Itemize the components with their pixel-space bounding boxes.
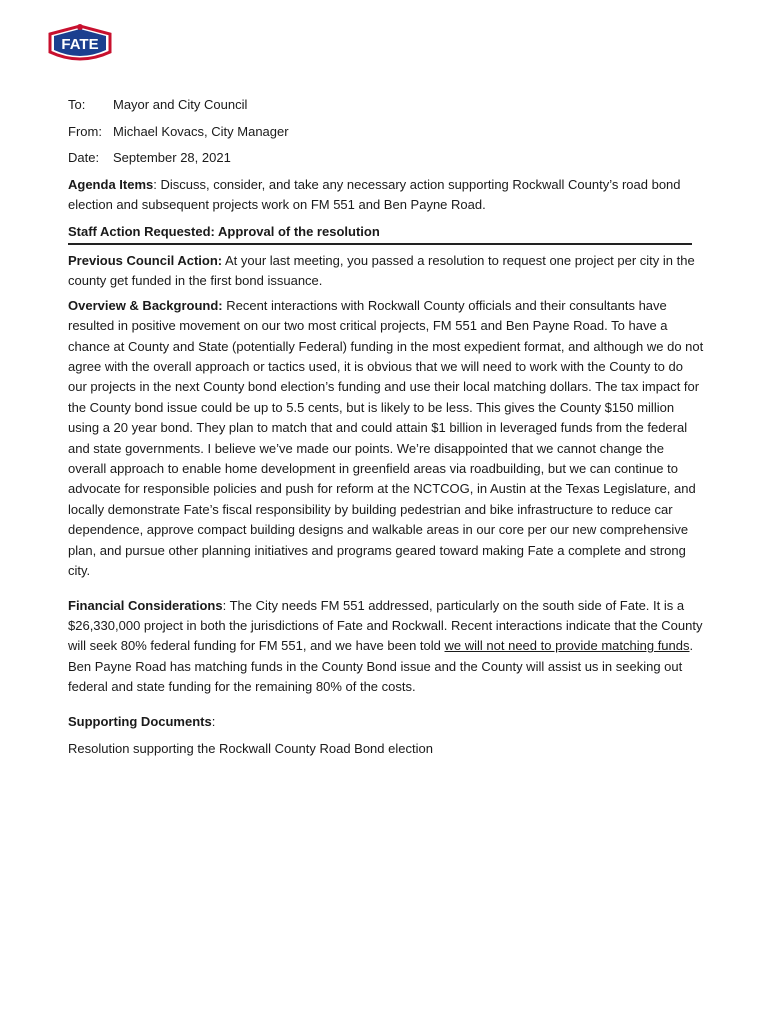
to-value: Mayor and City Council <box>113 97 248 112</box>
overview-label: Overview & Background: <box>68 297 223 313</box>
agenda-label: Agenda Items <box>68 176 154 192</box>
financial-text-before: : The City needs FM 551 addressed, particularly on the south side of Fate. It is a $26,330,000 project in both the jurisdictions of Fate and Rockwall. Recent interactions indicate that the County will seek 80% federal funding for FM 551, and we have been told <box>68 597 703 654</box>
agenda-items <box>68 175 704 216</box>
to-row <box>68 95 704 122</box>
financial-text-after: . Ben Payne Road has matching funds in the County Bond issue and the County will assist us in seeking out federal and state funding for the remaining 80% of the costs. <box>68 638 694 695</box>
overview-background <box>68 296 704 582</box>
from-row <box>68 122 704 149</box>
from-value: Michael Kovacs, City Manager <box>113 123 289 139</box>
supporting-document-item: Resolution supporting the Rockwall County Road Bond election <box>68 740 433 756</box>
financial-considerations <box>68 596 704 698</box>
previous-council-action <box>68 251 704 292</box>
supporting-colon: : <box>211 713 216 729</box>
financial-underlined: we will not need to provide matching funds <box>444 638 690 654</box>
from-label: From: <box>68 123 102 139</box>
logo-text: FATE <box>61 36 99 53</box>
date-label: Date: <box>68 150 100 166</box>
fate-logo <box>44 22 116 66</box>
memo <box>68 95 704 759</box>
supporting-label: Supporting Documents <box>68 713 212 729</box>
date-value: September 28, 2021 <box>113 150 231 166</box>
financial-label: Financial Considerations <box>68 597 223 613</box>
overview-text: Recent interactions with Rockwall County officials and their consultants have resulted in positive movement on our two most critical projects, FM 551 and Ben Payne Road. To have a chance at County and State (potentially Federal) funding in the most expedient format, and although we do not agree with the overall approach or tactics used, it is obvious that we will need to work with the County to do our projects in the next County bond election’s funding and use their local matching dollars. The tax impact for the County bond issue could be up to 5.5 cents, but is likely to be less. This gives the County $150 million using a 20 year bond. They plan to match that and could attain $1 billion in leveraged funds from the federal and state governments. I believe we’ve made our points. We’re disappointed that we cannot change the overall approach to enable home development in greenfield areas via roadbuilding, but we can continue to advocate for responsible policies and push for reform at the NCTCOG, in Austin at the Texas Legislature, and locally demonstrate Fate’s fiscal responsibility by building pedestrian and bike infrastructure to reduce car dependence, approve compact building designs and walkable areas in our core per our new comprehensive plan, and pursue other planning initiatives and programs geared toward making Fate a complete and strong city. <box>68 297 704 579</box>
supporting-documents-heading <box>68 712 704 732</box>
agenda-text: : Discuss, consider, and take any necessary action supporting Rockwall County’s road bond election and subsequent projects work on FM 551 and Ben Payne Road. <box>68 176 681 213</box>
to-label: To: <box>68 97 86 112</box>
staff-action-requested: Staff Action Requested: Approval of the resolution <box>68 222 692 245</box>
date-row <box>68 148 704 175</box>
previous-label: Previous Council Action: <box>68 253 223 268</box>
previous-text: At your last meeting, you passed a resolution to request one project per city in the county get funded in the first bond issuance. <box>68 253 695 289</box>
